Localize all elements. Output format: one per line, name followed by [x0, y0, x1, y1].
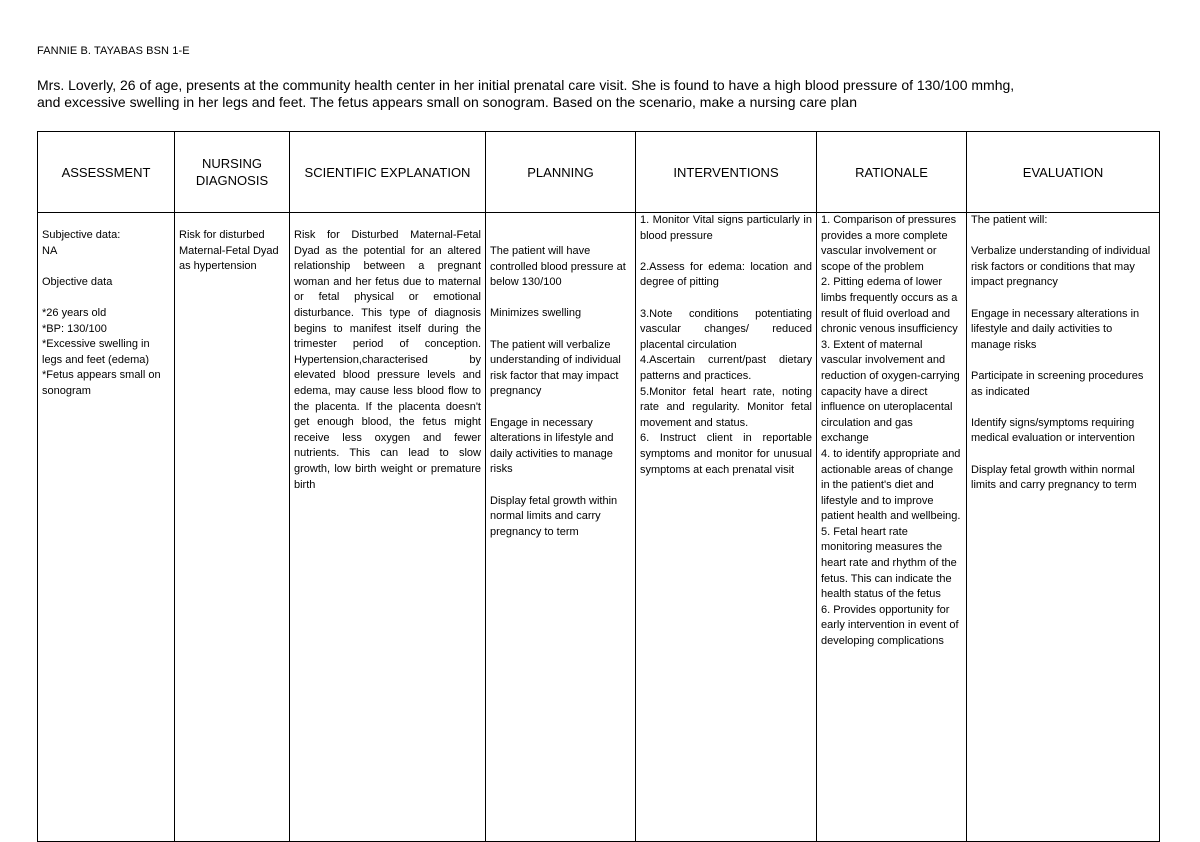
planning-item: Engage in necessary alterations in lifestyle and daily activities to manage risks [490, 416, 614, 476]
rationale-item: 1. Comparison of pressures provides a more complete vascular involvement or scope of the problem [821, 214, 957, 273]
intervention-item: 3.Note conditions potentiating vascular changes/ reduced placental circulation [640, 307, 812, 351]
header-evaluation: EVALUATION [967, 132, 1160, 213]
planning-item: Minimizes swelling [490, 307, 582, 320]
cell-nursing-diagnosis [175, 213, 290, 842]
intervention-item: 5.Monitor fetal heart rate, noting rate and regularity. Monitor fetal movement and status. [640, 385, 812, 429]
evaluation-item: Engage in necessary alterations in lifestyle and daily activities to manage risks [971, 307, 1140, 351]
cell-interventions [636, 213, 817, 842]
intervention-item: 2.Assess for edema: location and degree of pitting [640, 260, 812, 289]
nursing-care-plan-table [37, 131, 1160, 842]
header-rationale: RATIONALE [817, 132, 967, 213]
rationale-item: 5. Fetal heart rate monitoring measures the heart rate and rhythm of the fetus. This can indicate the health status of the fetus [821, 525, 957, 601]
scenario-line: Mrs. Loverly, 26 of age, presents at the community health center in her initial prenatal care visit. She is found to have a high blood pressure of 130/100 mmhg, [37, 77, 1015, 93]
planning-item: The patient will have controlled blood pressure at below 130/100 [490, 245, 626, 289]
evaluation-item: Display fetal growth within normal limits and carry pregnancy to term [971, 463, 1137, 492]
header-diagnosis-line: DIAGNOSIS [195, 173, 269, 188]
objective-item: *Fetus appears small on sonogram [42, 369, 161, 397]
evaluation-item: Participate in screening procedures as indicated [971, 369, 1144, 398]
rationale-item: 2. Pitting edema of lower limbs frequently occurs as a result of fluid overload and chronic venous insufficiency [821, 276, 958, 336]
header-assessment: ASSESSMENT [38, 132, 175, 213]
scenario-line: and excessive swelling in her legs and feet. The fetus appears small on sonogram. Based on the scenario, make a nursing care plan [37, 94, 857, 110]
rationale-item: 4. to identify appropriate and actionable areas of change in the patient's diet and lifestyle and to improve patient health and wellbeing. [821, 447, 961, 523]
evaluation-item: Identify signs/symptoms requiring medical evaluation or intervention [971, 416, 1135, 445]
evaluation-intro: The patient will: [971, 214, 1048, 226]
planning-item: Display fetal growth within normal limits and carry pregnancy to term [490, 494, 618, 538]
content-row [38, 213, 1160, 842]
objective-item: *26 years old [42, 306, 107, 319]
subjective-value: NA [42, 244, 58, 257]
cell-planning [486, 213, 636, 842]
header-row [38, 132, 1160, 213]
header-diagnosis-line: NURSING [202, 156, 262, 171]
diagnosis-text: Risk for disturbed Maternal-Fetal Dyad as hypertension [179, 229, 279, 273]
evaluation-item: Verbalize understanding of individual risk factors or conditions that may impact pregnancy [971, 245, 1151, 289]
rationale-item: 3. Extent of maternal vascular involvement and reduction of oxygen-carrying capacity have a direct influence on uteroplacental circulation and gas exchange [821, 338, 960, 445]
cell-assessment [38, 213, 175, 842]
intervention-item: 4.Ascertain current/past dietary patterns and practices. [640, 354, 812, 382]
cell-evaluation [967, 213, 1160, 842]
scenario-text [37, 77, 1157, 111]
cell-rationale [817, 213, 967, 842]
subjective-label: Subjective data: [42, 229, 121, 241]
header-nursing-diagnosis [175, 132, 290, 213]
rationale-item: 6. Provides opportunity for early intervention in event of developing complications [821, 603, 959, 648]
header-planning: PLANNING [486, 132, 636, 213]
objective-item: *Excessive swelling in legs and feet (edema) [42, 338, 150, 366]
objective-label: Objective data [42, 275, 113, 288]
objective-item: *BP: 130/100 [42, 322, 107, 335]
cell-scientific-explanation [290, 213, 486, 842]
planning-item: The patient will verbalize understanding of individual risk factor that may impact pregnancy [490, 338, 621, 398]
header-scientific-explanation: SCIENTIFIC EXPLANATION [290, 132, 486, 213]
explanation-text: Risk for Disturbed Maternal-Fetal Dyad as the potential for an altered relationship between a pregnant woman and her fetus due to maternal or fetal physical or emotional disturbance. This type of diagnosis begins to manifest itself during the trimester period of conception. Hypertension,characterised by elevated blood pressure levels and edema, may cause less blood flow to the placenta. If the placenta doesn't get enough blood, the fetus might receive less oxygen and fewer nutrients. This can lead to slow growth, low birth weight or premature birth [294, 229, 481, 491]
intervention-item: 1. Monitor Vital signs particularly in blood pressure [640, 214, 812, 242]
header-interventions: INTERVENTIONS [636, 132, 817, 213]
intervention-item: 6. Instruct client in reportable symptoms and monitor for unusual symptoms at each prenatal visit [640, 432, 812, 476]
author-line: FANNIE B. TAYABAS BSN 1-E [37, 45, 190, 57]
